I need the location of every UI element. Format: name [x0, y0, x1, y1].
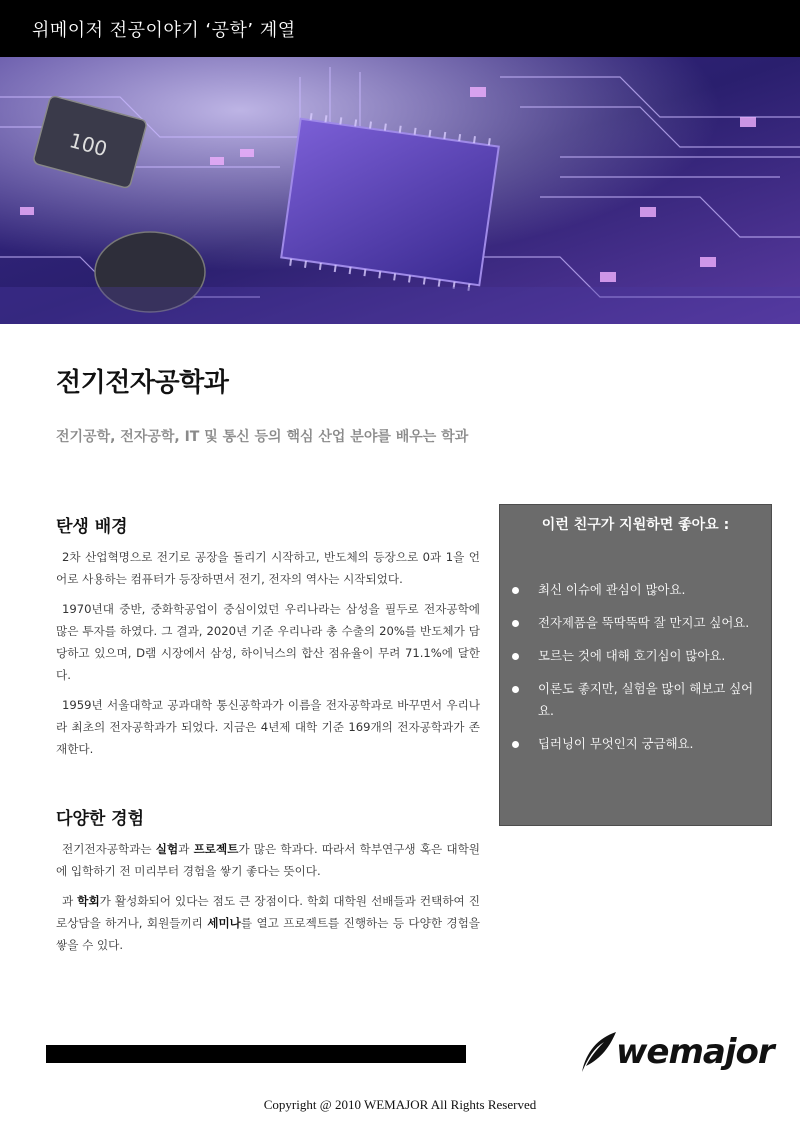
copyright-text: Copyright @ 2010 WEMAJOR All Rights Reserved	[263, 1097, 537, 1112]
circuit-board-banner	[0, 57, 800, 324]
list-item	[512, 733, 762, 755]
list-item	[512, 678, 762, 722]
bullet-icon	[512, 741, 519, 748]
experience-paragraph-2	[56, 890, 480, 956]
list-item-text: 딥러닝이 무엇인지 궁금해요.	[538, 736, 694, 751]
text-run: 를 열고 프로젝트를 진행하는 등 다양한 경험을 쌓을 수 있다.	[56, 916, 481, 952]
origin-paragraph-1: 2차 산업혁명으로 전기로 공장을 돌리기 시작하고, 반도체의 등장으로 0과 1을 언어로 사용하는 컴퓨터가 등장하면서 전기, 전자의 역사는 시작되었다.	[56, 550, 480, 586]
page-subtitle: 전기공학, 전자공학, IT 및 통신 등의 핵심 산업 분야를 배우는 학과	[56, 429, 469, 445]
bold-run: 프로젝트	[193, 842, 239, 856]
bullet-icon	[512, 620, 519, 627]
page-title: 전기전자공학과	[56, 368, 229, 398]
leaf-icon	[576, 1028, 618, 1076]
sidebox-list	[512, 579, 762, 766]
bullet-icon	[512, 653, 519, 660]
bold-run: 세미나	[207, 916, 241, 930]
sidebox-title: 이런 친구가 지원하면 좋아요 :	[541, 517, 730, 533]
text-run: 과	[178, 842, 194, 856]
list-item	[512, 645, 762, 667]
bold-run: 실험	[155, 842, 179, 856]
origin-paragraph-3: 1959년 서울대학교 공과대학 통신공학과가 이름을 전자공학과로 바꾸면서 우리나라 최초의 전자공학과가 되었다. 지금은 4년제 대학 기준 169개의 전자공학과가 존재한다.	[56, 698, 480, 756]
bullet-icon	[512, 686, 519, 693]
list-item-text: 전자제품을 뚝딱뚝딱 잘 만지고 싶어요.	[538, 615, 750, 630]
experience-body	[56, 838, 480, 964]
experience-paragraph-1	[56, 838, 480, 882]
origin-body	[56, 546, 480, 768]
header-bar	[0, 0, 800, 57]
bold-run: 학회	[77, 894, 100, 908]
chip-label-100: 100	[66, 128, 110, 162]
logo-text: wemajor	[616, 1032, 774, 1072]
section-title-experience: 다양한 경험	[56, 809, 145, 829]
footer-divider-bar	[46, 1045, 466, 1063]
section-title-origin: 탄생 배경	[56, 517, 128, 537]
list-item-text: 이론도 좋지만, 실험을 많이 해보고 싶어요.	[538, 681, 754, 718]
bullet-icon	[512, 587, 519, 594]
header-title: 위메이저 전공이야기 ‘공학’ 계열	[32, 20, 296, 41]
wemajor-logo	[576, 1028, 774, 1078]
circuit-board-image	[0, 57, 800, 324]
origin-paragraph-2: 1970년대 중반, 중화학공업이 중심이었던 우리나라는 삼성을 필두로 전자공학에 많은 투자를 하였다. 그 결과, 2020년 기준 우리나라 총 수출의 20%를 반도체가 담당하고 있으며, D램 시장에서 삼성, 하이닉스의 합산 점유율이 무려 71.1%에 달한다.	[56, 602, 480, 682]
list-item-text: 모르는 것에 대해 호기심이 많아요.	[538, 648, 726, 663]
recommended-applicant-box	[499, 504, 772, 826]
list-item	[512, 579, 762, 601]
text-run: 전기전자공학과는	[62, 842, 156, 856]
text-run: 가 많은 학과다. 따라서 학부연구생 혹은 대학원에 입학하기 전 미리부터 경험을 쌓기 좋다는 뜻이다.	[56, 842, 480, 878]
text-run: 과	[62, 894, 78, 908]
list-item-text: 최신 이슈에 관심이 많아요.	[538, 582, 686, 597]
list-item	[512, 612, 762, 634]
text-run: 가 활성화되어 있다는 점도 큰 장점이다. 학회 대학원 선배들과 컨택하여 진로상담을 하거나, 회원들끼리	[56, 894, 480, 930]
